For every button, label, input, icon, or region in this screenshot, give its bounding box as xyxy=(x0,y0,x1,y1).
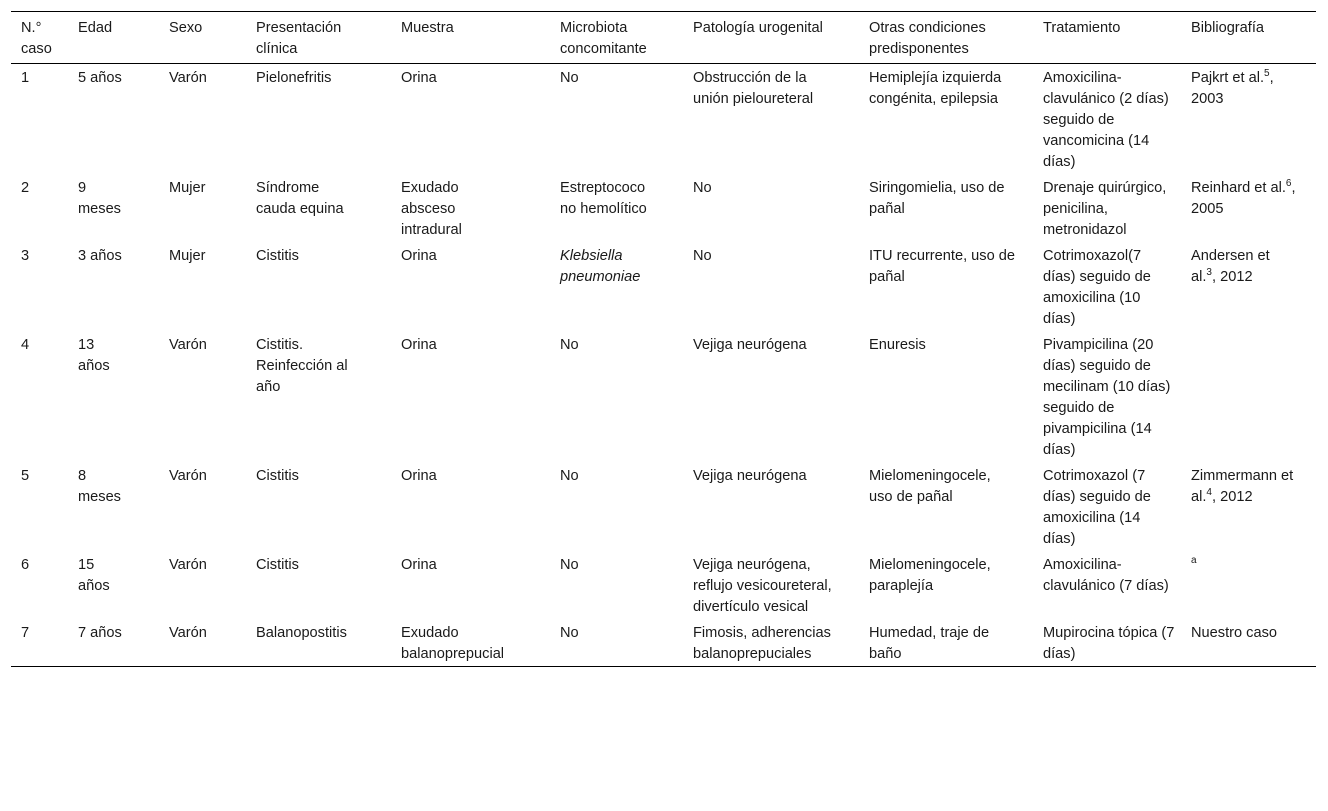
cell-muestra: Exudado absceso intradural xyxy=(401,180,462,238)
cell-presentacion: Balanopostitis xyxy=(256,625,347,641)
table-row xyxy=(11,174,1316,242)
header-tratamiento: Tratamiento xyxy=(1043,20,1121,36)
header-edad: Edad xyxy=(78,20,113,36)
cell-sexo: Varón xyxy=(169,70,207,86)
cell-patologia: Vejiga neurógena xyxy=(693,468,807,484)
cell-muestra: Orina xyxy=(401,557,437,573)
cell-patologia: Obstrucción de la unión pieloureteral xyxy=(693,70,814,107)
cell-tratamiento: Cotrimoxazol(7 días) seguido de amoxicilina (10 días) xyxy=(1043,248,1151,327)
header-patologia: Patología urogenital xyxy=(693,20,823,36)
cell-tratamiento: Amoxicilina-clavulánico (7 días) xyxy=(1043,557,1169,594)
header-muestra: Muestra xyxy=(401,20,454,36)
cell-bibliografia xyxy=(1181,242,1316,331)
cell-tratamiento: Pivampicilina (20 días) seguido de mecilinam (10 días) seguido de pivampicilina (14 días) xyxy=(1043,337,1171,458)
cell-edad: 5 años xyxy=(78,70,122,86)
cell-presentacion: Cistitis. Reinfección al año xyxy=(256,337,348,395)
bib-text: Reinhard et al. xyxy=(1191,180,1286,196)
cell-bibliografia xyxy=(1181,64,1316,175)
cell-microbiota: No xyxy=(560,625,579,641)
cell-otras: Enuresis xyxy=(869,337,926,353)
table-row xyxy=(11,462,1316,551)
cell-otras: ITU recurrente, uso de pañal xyxy=(869,248,1016,285)
header-presentacion: Presentación clínica xyxy=(256,20,342,57)
cell-caso: 5 xyxy=(21,468,30,484)
cell-edad: 15 años xyxy=(78,557,110,594)
bib-year: , 2003 xyxy=(1191,70,1274,107)
table-row xyxy=(11,551,1316,619)
cell-otras: Siringomielia, uso de pañal xyxy=(869,180,1005,217)
bib-text: Andersen et al. xyxy=(1191,248,1270,285)
bib-reference-superscript: a xyxy=(1191,555,1197,566)
cell-sexo: Mujer xyxy=(169,248,206,264)
cell-tratamiento: Drenaje quirúrgico, penicilina, metronidazol xyxy=(1043,180,1167,238)
cell-bibliografia xyxy=(1181,462,1316,551)
cell-presentacion: Cistitis xyxy=(256,468,299,484)
table-row xyxy=(11,331,1316,462)
cell-bibliografia xyxy=(1181,174,1316,242)
cell-patologia: Fimosis, adherencias balanoprepuciales xyxy=(693,625,831,662)
table-row xyxy=(11,619,1316,667)
cell-sexo: Varón xyxy=(169,468,207,484)
header-bibliografia: Bibliografía xyxy=(1191,20,1265,36)
cell-muestra: Orina xyxy=(401,70,437,86)
bib-reference-superscript: 5 xyxy=(1264,68,1270,79)
bib-text: Zimmermann et al. xyxy=(1191,468,1294,505)
cell-tratamiento: Amoxicilina-clavulánico (2 días) seguido de vancomicina (14 días) xyxy=(1043,70,1169,170)
cell-edad: 8 meses xyxy=(78,468,121,505)
bib-reference-superscript: 3 xyxy=(1206,267,1212,278)
bib-text: Nuestro caso xyxy=(1191,625,1277,641)
bib-year: , 2012 xyxy=(1211,269,1253,285)
header-row xyxy=(11,12,1316,64)
header-caso: N.° caso xyxy=(21,20,52,57)
bib-reference-superscript: 4 xyxy=(1206,487,1212,498)
cell-microbiota: Estreptococo no hemolítico xyxy=(560,180,647,217)
cell-patologia: Vejiga neurógena, reflujo vesicoureteral, divertículo vesical xyxy=(693,557,832,615)
cell-microbiota: No xyxy=(560,468,579,484)
cell-edad: 13 años xyxy=(78,337,110,374)
cell-caso: 6 xyxy=(21,557,30,573)
cell-presentacion: Cistitis xyxy=(256,557,299,573)
cell-muestra: Orina xyxy=(401,248,437,264)
cell-sexo: Varón xyxy=(169,337,207,353)
cell-patologia: No xyxy=(693,180,712,196)
cell-bibliografia xyxy=(1181,331,1316,462)
cell-presentacion: Síndrome cauda equina xyxy=(256,180,344,217)
cell-caso: 3 xyxy=(21,248,30,264)
cell-tratamiento: Mupirocina tópica (7 días) xyxy=(1043,625,1175,662)
bib-text: Pajkrt et al. xyxy=(1191,70,1264,86)
header-sexo: Sexo xyxy=(169,20,203,36)
cell-otras: Mielomeningocele, uso de pañal xyxy=(869,468,991,505)
cell-sexo: Varón xyxy=(169,557,207,573)
cell-bibliografia xyxy=(1181,619,1316,667)
cell-presentacion: Pielonefritis xyxy=(256,70,332,86)
cell-otras: Hemiplejía izquierda congénita, epilepsia xyxy=(869,70,1002,107)
cell-presentacion: Cistitis xyxy=(256,248,299,264)
cell-muestra: Exudado balanoprepucial xyxy=(401,625,505,662)
table-row xyxy=(11,242,1316,331)
cell-tratamiento: Cotrimoxazol (7 días) seguido de amoxicilina (14 días) xyxy=(1043,468,1151,547)
bib-year: , 2005 xyxy=(1191,180,1296,217)
cell-microbiota: No xyxy=(560,557,579,573)
cell-microbiota: No xyxy=(560,337,579,353)
cell-sexo: Mujer xyxy=(169,180,206,196)
cell-patologia: Vejiga neurógena xyxy=(693,337,807,353)
cell-caso: 2 xyxy=(21,180,30,196)
cell-microbiota: Klebsiella pneumoniae xyxy=(560,248,641,285)
cell-muestra: Orina xyxy=(401,468,437,484)
cell-caso: 4 xyxy=(21,337,30,353)
bib-reference-superscript: 6 xyxy=(1285,178,1292,189)
cell-patologia: No xyxy=(693,248,712,264)
cell-microbiota: No xyxy=(560,70,579,86)
cell-edad: 7 años xyxy=(78,625,122,641)
cell-caso: 7 xyxy=(21,625,30,641)
cell-sexo: Varón xyxy=(169,625,207,641)
cell-edad: 3 años xyxy=(78,248,122,264)
cell-caso: 1 xyxy=(21,70,30,86)
cell-edad: 9 meses xyxy=(78,180,121,217)
cell-otras: Humedad, traje de baño xyxy=(869,625,990,662)
header-microbiota: Microbiota concomitante xyxy=(560,20,647,57)
cell-otras: Mielomeningocele, paraplejía xyxy=(869,557,991,594)
cell-muestra: Orina xyxy=(401,337,437,353)
table-row xyxy=(11,64,1316,175)
cases-table xyxy=(11,11,1316,667)
cell-bibliografia xyxy=(1181,551,1316,619)
header-otras: Otras condiciones predisponentes xyxy=(869,20,986,57)
bib-year: , 2012 xyxy=(1211,489,1253,505)
